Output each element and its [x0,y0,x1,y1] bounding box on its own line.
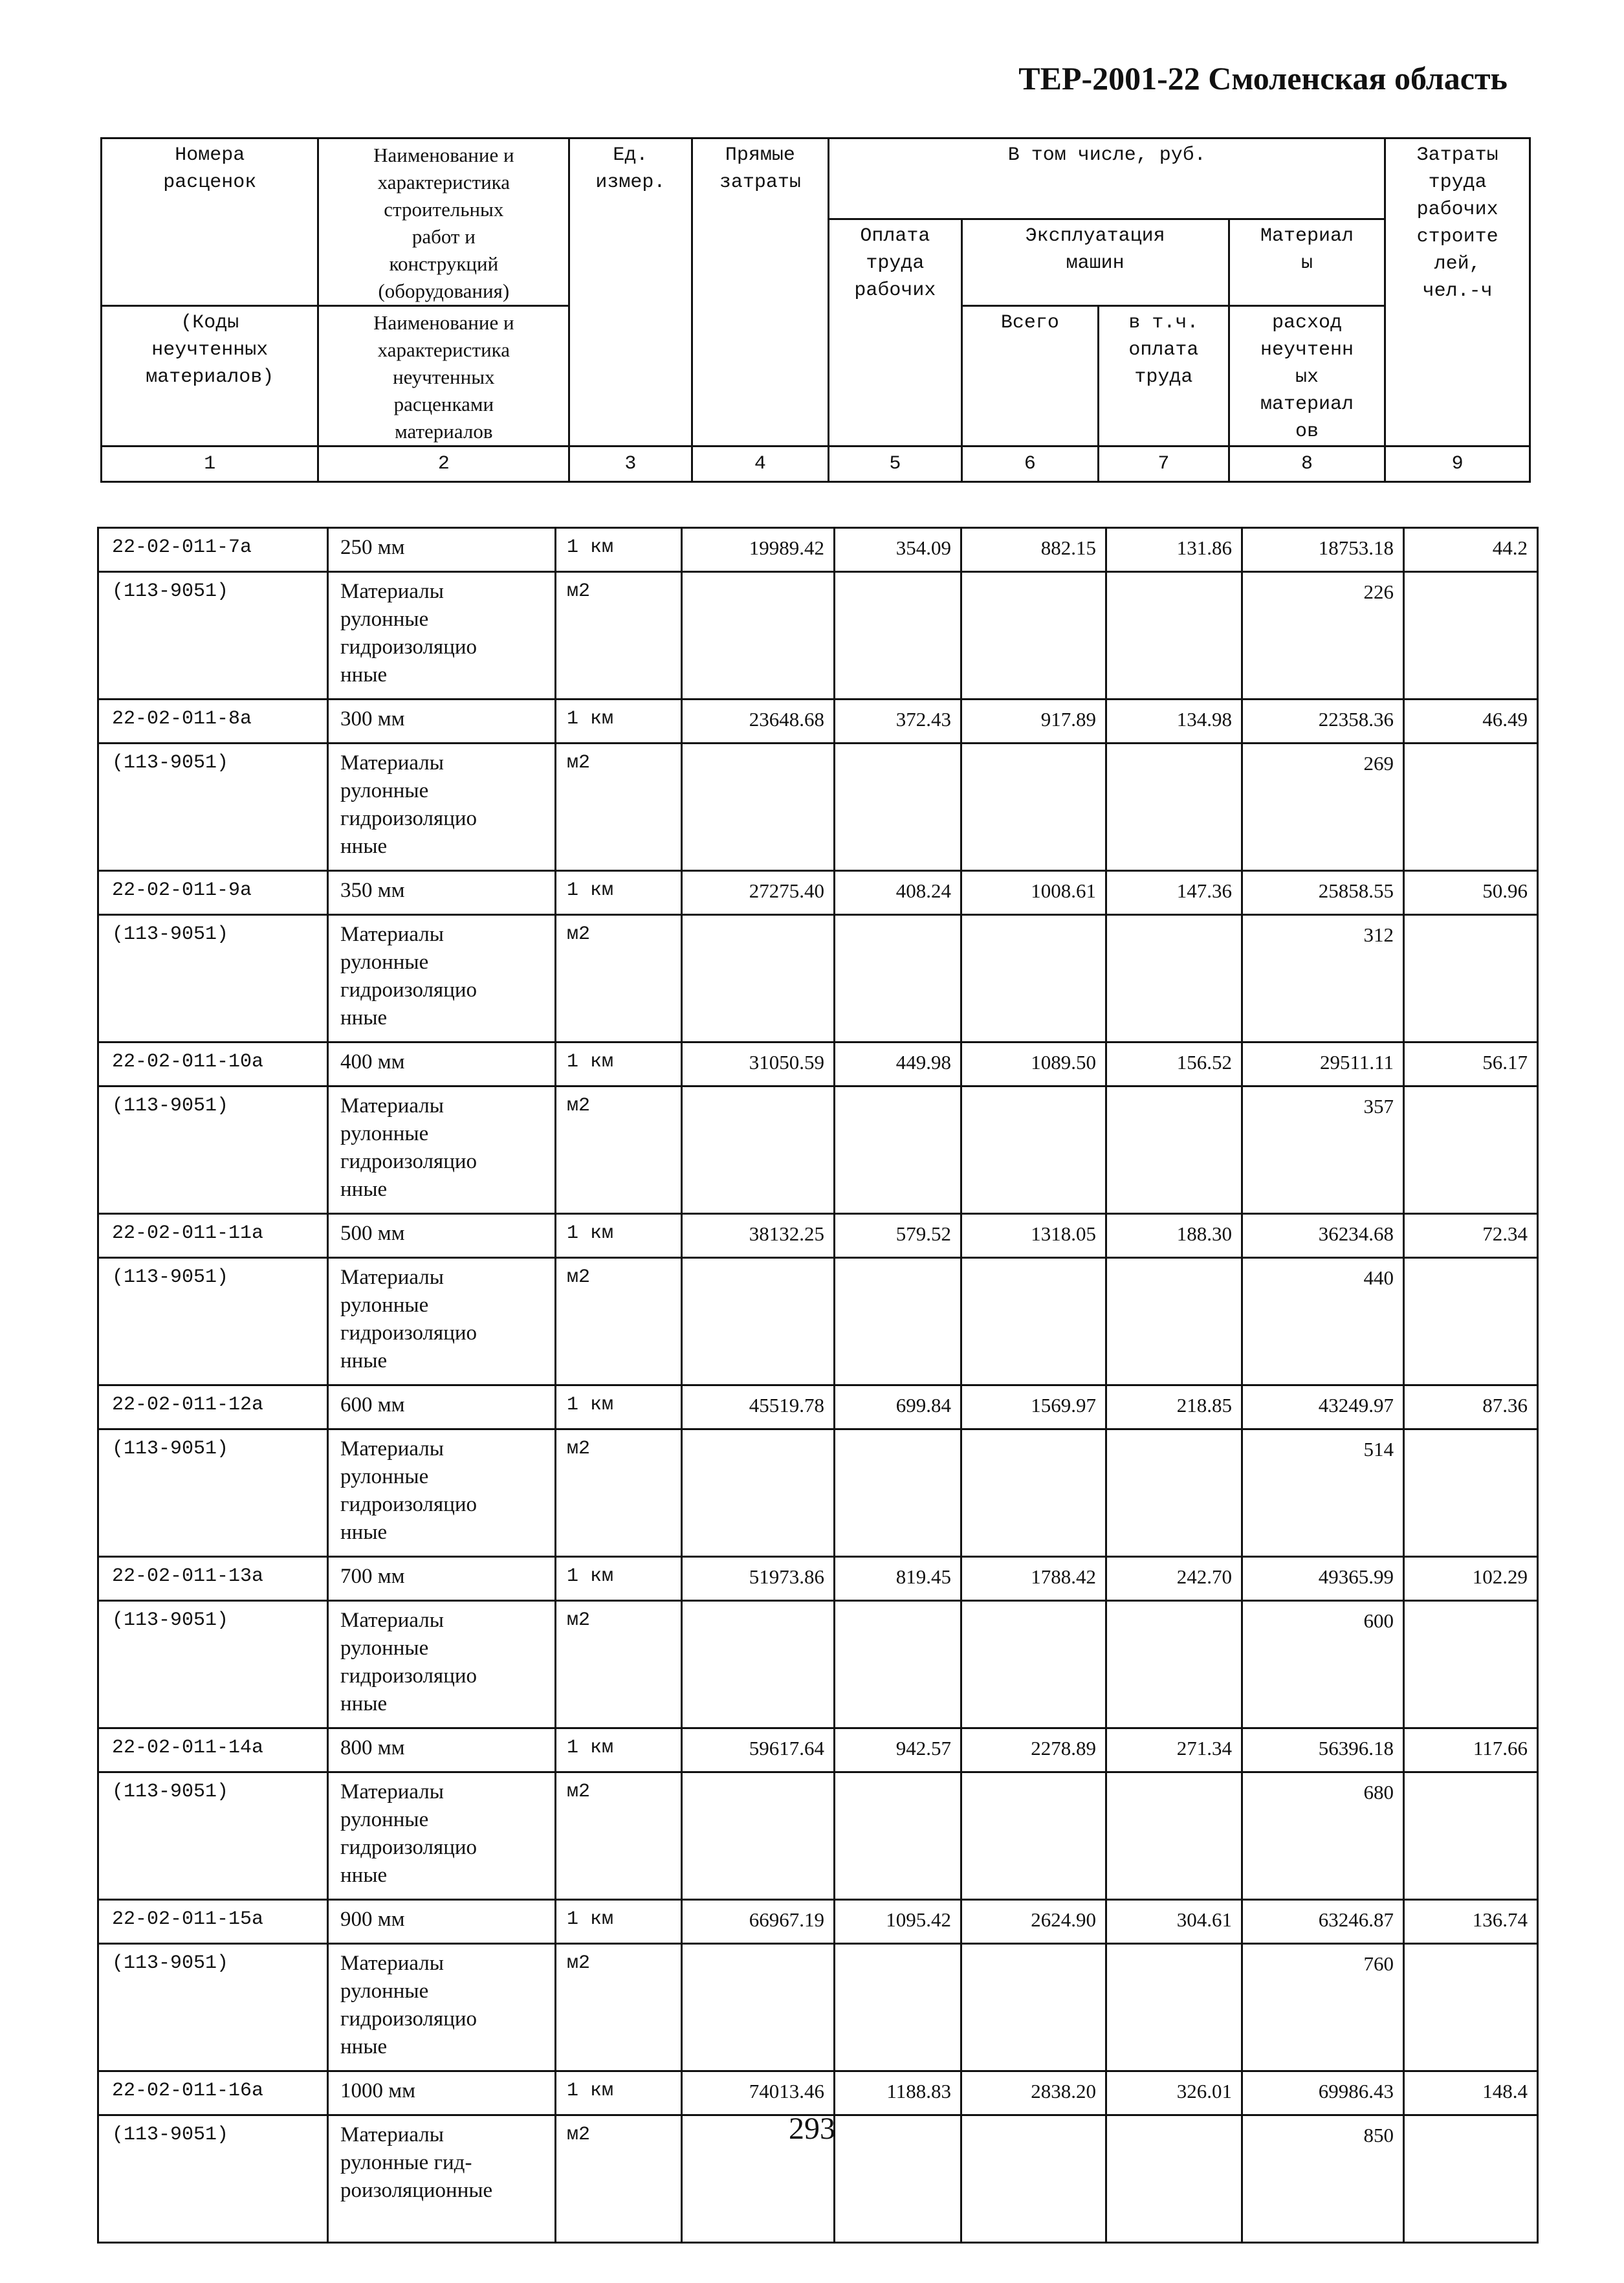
empty-cell [1106,572,1242,700]
material-name: Материалы рулонные гидроизоляцио нные [328,1772,556,1900]
empty-cell [1404,1772,1538,1900]
work-name: 700 мм [328,1557,556,1601]
labor-pay: 819.45 [835,1557,961,1601]
material-consumption: 850 [1242,2115,1404,2243]
material-row [98,572,1538,700]
unit: 1 км [556,700,682,744]
machines-labor-pay: 304.61 [1106,1900,1242,1944]
page-number: 293 [789,2112,835,2146]
header-codes: Номера расценок [102,138,318,306]
unit: 1 км [556,1728,682,1772]
direct-costs: 31050.59 [682,1042,835,1086]
column-number: 9 [1385,447,1530,482]
column-number: 5 [829,447,961,482]
material-unit: м2 [556,1086,682,1214]
material-consumption: 312 [1242,915,1404,1042]
labor-hours: 87.36 [1404,1385,1538,1429]
labor-hours: 148.4 [1404,2071,1538,2115]
empty-cell [682,1944,835,2071]
materials-cost: 29511.11 [1242,1042,1404,1086]
empty-cell [835,1429,961,1557]
labor-pay: 408.24 [835,871,961,915]
column-number: 2 [318,447,569,482]
header-machines-total: Всего [961,306,1099,447]
column-number: 7 [1099,447,1229,482]
empty-cell [1404,1944,1538,2071]
material-name: Материалы рулонные гидроизоляцио нные [328,1429,556,1557]
machines-labor-pay: 134.98 [1106,700,1242,744]
header-direct-costs: Прямые затраты [692,138,829,447]
direct-costs: 45519.78 [682,1385,835,1429]
material-name: Материалы рулонные гидроизоляцио нные [328,1944,556,2071]
machines-labor-pay: 271.34 [1106,1728,1242,1772]
labor-pay: 1095.42 [835,1900,961,1944]
material-row [98,1429,1538,1557]
empty-cell [1404,744,1538,871]
material-name: Материалы рулонные гидроизоляцио нные [328,744,556,871]
header-material-codes: (Коды неучтенных материалов) [102,306,318,447]
empty-cell [1404,1086,1538,1214]
labor-hours: 102.29 [1404,1557,1538,1601]
machines-total: 1089.50 [961,1042,1106,1086]
machines-total: 1569.97 [961,1385,1106,1429]
material-name: Материалы рулонные гидроизоляцио нные [328,1086,556,1214]
price-row [98,1214,1538,1258]
header-pay: Оплата труда рабочих [829,219,961,447]
empty-cell [961,1086,1106,1214]
direct-costs: 51973.86 [682,1557,835,1601]
column-header-table [100,137,1531,483]
rate-code: 22-02-011-11а [98,1214,328,1258]
price-row [98,871,1538,915]
material-unit: м2 [556,915,682,1042]
empty-cell [1106,1601,1242,1728]
empty-cell [682,1772,835,1900]
column-number: 4 [692,447,829,482]
material-name: Материалы рулонные гидроизоляцио нные [328,1601,556,1728]
material-code: (113-9051) [98,2115,328,2243]
direct-costs: 66967.19 [682,1900,835,1944]
labor-hours: 44.2 [1404,528,1538,572]
work-name: 350 мм [328,871,556,915]
empty-cell [1404,915,1538,1042]
material-unit: м2 [556,744,682,871]
empty-cell [682,744,835,871]
materials-cost: 56396.18 [1242,1728,1404,1772]
labor-hours: 56.17 [1404,1042,1538,1086]
labor-hours: 50.96 [1404,871,1538,915]
rate-code: 22-02-011-16а [98,2071,328,2115]
labor-hours: 46.49 [1404,700,1538,744]
material-row [98,1601,1538,1728]
rate-code: 22-02-011-7а [98,528,328,572]
material-row [98,915,1538,1042]
material-code: (113-9051) [98,1601,328,1728]
labor-pay: 354.09 [835,528,961,572]
rate-code: 22-02-011-10а [98,1042,328,1086]
material-row [98,1258,1538,1385]
empty-cell [1404,1601,1538,1728]
machines-total: 1318.05 [961,1214,1106,1258]
machines-total: 1008.61 [961,871,1106,915]
machines-total: 2624.90 [961,1900,1106,1944]
machines-labor-pay: 326.01 [1106,2071,1242,2115]
empty-cell [1404,2115,1538,2243]
empty-cell [682,915,835,1042]
empty-cell [682,1258,835,1385]
empty-cell [835,572,961,700]
material-code: (113-9051) [98,1258,328,1385]
column-number: 8 [1229,447,1385,482]
materials-cost: 69986.43 [1242,2071,1404,2115]
material-consumption: 760 [1242,1944,1404,2071]
price-row [98,2071,1538,2115]
material-code: (113-9051) [98,572,328,700]
empty-cell [1106,1944,1242,2071]
material-unit: м2 [556,1601,682,1728]
material-code: (113-9051) [98,1429,328,1557]
empty-cell [835,1944,961,2071]
materials-cost: 36234.68 [1242,1214,1404,1258]
labor-pay: 699.84 [835,1385,961,1429]
material-unit: м2 [556,2115,682,2243]
rate-code: 22-02-011-8а [98,700,328,744]
material-consumption: 226 [1242,572,1404,700]
labor-hours: 72.34 [1404,1214,1538,1258]
materials-cost: 43249.97 [1242,1385,1404,1429]
empty-cell [1404,1258,1538,1385]
material-name: Материалы рулонные гид- роизоляционные [328,2115,556,2243]
column-number: 6 [961,447,1099,482]
unit: 1 км [556,1214,682,1258]
rate-code: 22-02-011-13а [98,1557,328,1601]
materials-cost: 18753.18 [1242,528,1404,572]
rate-code: 22-02-011-14а [98,1728,328,1772]
rates-table [97,527,1539,2244]
unit: 1 км [556,528,682,572]
page-title: ТЕР-2001-22 Смоленская область [1018,60,1508,96]
empty-cell [835,1258,961,1385]
material-code: (113-9051) [98,1086,328,1214]
direct-costs: 59617.64 [682,1728,835,1772]
empty-cell [1106,2115,1242,2243]
labor-hours: 117.66 [1404,1728,1538,1772]
material-code: (113-9051) [98,915,328,1042]
price-row [98,1042,1538,1086]
machines-total: 917.89 [961,700,1106,744]
materials-cost: 25858.55 [1242,871,1404,915]
rate-code: 22-02-011-15а [98,1900,328,1944]
work-name: 400 мм [328,1042,556,1086]
empty-cell [682,572,835,700]
material-consumption: 440 [1242,1258,1404,1385]
machines-labor-pay: 242.70 [1106,1557,1242,1601]
header-machines: Эксплуатация машин [961,219,1229,306]
work-name: 250 мм [328,528,556,572]
machines-total: 882.15 [961,528,1106,572]
empty-cell [835,1601,961,1728]
material-name: Материалы рулонные гидроизоляцио нные [328,915,556,1042]
material-consumption: 357 [1242,1086,1404,1214]
unit: 1 км [556,871,682,915]
labor-pay: 1188.83 [835,2071,961,2115]
empty-cell [682,1086,835,1214]
empty-cell [1106,744,1242,871]
empty-cell [682,1601,835,1728]
empty-cell [1106,915,1242,1042]
direct-costs: 23648.68 [682,700,835,744]
header-machines-pay: в т.ч. оплата труда [1099,306,1229,447]
empty-cell [835,1086,961,1214]
empty-cell [835,1772,961,1900]
unit: 1 км [556,1557,682,1601]
material-consumption: 514 [1242,1429,1404,1557]
material-code: (113-9051) [98,1772,328,1900]
material-unit: м2 [556,1944,682,2071]
labor-pay: 942.57 [835,1728,961,1772]
material-consumption: 680 [1242,1772,1404,1900]
empty-cell [1106,1086,1242,1214]
unit: 1 км [556,1900,682,1944]
labor-pay: 579.52 [835,1214,961,1258]
price-row [98,700,1538,744]
empty-cell [1106,1429,1242,1557]
empty-cell [961,915,1106,1042]
header-material-names: Наименование и характеристика неучтенных расценками материалов [318,306,569,447]
header-labor-costs: Затраты труда рабочих строите лей, чел.-ч [1385,138,1530,447]
machines-total: 2838.20 [961,2071,1106,2115]
materials-cost: 49365.99 [1242,1557,1404,1601]
price-row [98,1385,1538,1429]
machines-labor-pay: 188.30 [1106,1214,1242,1258]
empty-cell [961,1944,1106,2071]
work-name: 300 мм [328,700,556,744]
unit: 1 км [556,1042,682,1086]
work-name: 800 мм [328,1728,556,1772]
material-consumption: 269 [1242,744,1404,871]
material-unit: м2 [556,1429,682,1557]
direct-costs: 38132.25 [682,1214,835,1258]
rate-code: 22-02-011-9а [98,871,328,915]
empty-cell [961,1258,1106,1385]
unit: 1 км [556,1385,682,1429]
work-name: 1000 мм [328,2071,556,2115]
material-code: (113-9051) [98,744,328,871]
empty-cell [961,1772,1106,1900]
machines-labor-pay: 147.36 [1106,871,1242,915]
machines-total: 2278.89 [961,1728,1106,1772]
unit: 1 км [556,2071,682,2115]
empty-cell [1404,1429,1538,1557]
header-name: Наименование и характеристика строительных работ и конструкций (оборудования) [318,138,569,306]
material-name: Материалы рулонные гидроизоляцио нные [328,1258,556,1385]
machines-labor-pay: 156.52 [1106,1042,1242,1086]
direct-costs: 19989.42 [682,528,835,572]
materials-cost: 22358.36 [1242,700,1404,744]
empty-cell [682,1429,835,1557]
empty-cell [961,744,1106,871]
empty-cell [835,915,961,1042]
material-unit: м2 [556,1258,682,1385]
labor-pay: 372.43 [835,700,961,744]
materials-cost: 63246.87 [1242,1900,1404,1944]
empty-cell [1106,1772,1242,1900]
empty-cell [961,2115,1106,2243]
price-row [98,1728,1538,1772]
column-number: 3 [569,447,692,482]
material-unit: м2 [556,1772,682,1900]
header-including: В том числе, руб. [829,138,1385,219]
machines-labor-pay: 218.85 [1106,1385,1242,1429]
price-row [98,1557,1538,1601]
empty-cell [1106,1258,1242,1385]
machines-total: 1788.42 [961,1557,1106,1601]
empty-cell [961,572,1106,700]
empty-cell [1404,572,1538,700]
empty-cell [961,1429,1106,1557]
header-materials: Материал ы [1229,219,1385,306]
material-row [98,1772,1538,1900]
empty-cell [961,1601,1106,1728]
price-row [98,528,1538,572]
material-row [98,1944,1538,2071]
rate-code: 22-02-011-12а [98,1385,328,1429]
machines-labor-pay: 131.86 [1106,528,1242,572]
header-consumption: расход неучтенн ых материал ов [1229,306,1385,447]
material-unit: м2 [556,572,682,700]
material-row [98,1086,1538,1214]
direct-costs: 27275.40 [682,871,835,915]
work-name: 900 мм [328,1900,556,1944]
labor-hours: 136.74 [1404,1900,1538,1944]
labor-pay: 449.98 [835,1042,961,1086]
header-unit: Ед. измер. [569,138,692,447]
direct-costs: 74013.46 [682,2071,835,2115]
price-row [98,1900,1538,1944]
material-consumption: 600 [1242,1601,1404,1728]
material-row [98,744,1538,871]
material-code: (113-9051) [98,1944,328,2071]
material-name: Материалы рулонные гидроизоляцио нные [328,572,556,700]
column-number: 1 [102,447,318,482]
work-name: 500 мм [328,1214,556,1258]
work-name: 600 мм [328,1385,556,1429]
empty-cell [835,744,961,871]
